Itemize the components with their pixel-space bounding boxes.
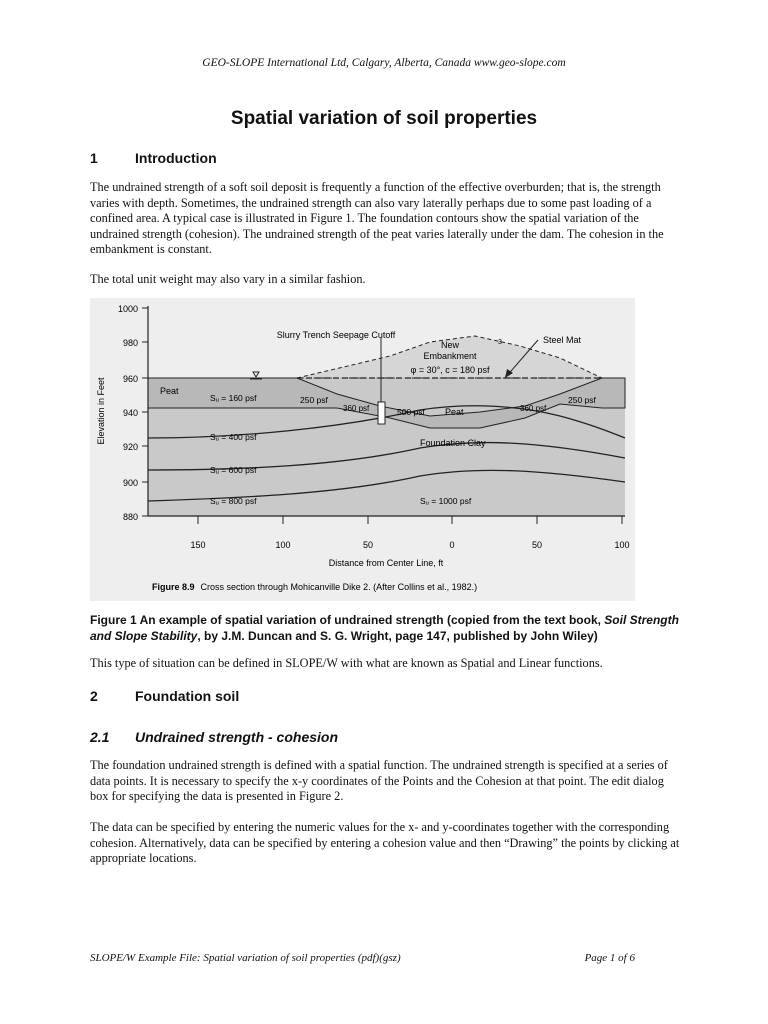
cohesion-label: 250 psf [300, 395, 328, 405]
page-number: Page 1 of 6 [584, 952, 635, 964]
x-tick-label: 100 [275, 540, 291, 550]
steel-mat-label: Steel Mat [543, 335, 582, 345]
cutoff-label: Slurry Trench Seepage Cutoff [276, 330, 396, 340]
footer-file-name: SLOPE/W Example File: Spatial variation of soil properties (pdf)(gsz) [90, 952, 401, 964]
page-title: Spatial variation of soil properties [230, 108, 538, 129]
section-2-1-paragraph-2: The data can be specified by entering the numeric values for the x- and y-coordinates together with the corresponding cohesion. Alternatively, data can be specified by entering a cohesion value and then “Drawing” the points by clicking at appropriate locations. [90, 820, 680, 865]
strength-label: Sᵤ = 400 psf [210, 432, 257, 442]
section-number: 2.1 [90, 729, 110, 745]
section-2-1-heading [90, 729, 338, 745]
figure-caption [90, 612, 680, 644]
intro-paragraph-1: The undrained strength of a soft soil deposit is frequently a function of the effective overburden; that is, the strength varies with depth. Sometimes, the undrained strength can also vary laterally perhaps due to some past loading of a confined area. A typical case is illustrated in Figure 1. The foundation contours show the spatial variation of the undrained strength (cohesion). The undrained strength of the peat varies laterally under the dam. The cohesion in the embankment is constant. [90, 180, 664, 256]
foundation-clay-label: Foundation Clay [420, 438, 486, 448]
peat-label: Peat [445, 407, 464, 417]
y-tick-label: 980 [122, 338, 138, 348]
y-axis-label: Elevation in Feet [96, 377, 106, 445]
strength-label: Sᵤ = 600 psf [210, 465, 257, 475]
section-2-1-paragraph-1: The foundation undrained strength is defined with a spatial function. The undrained strength is specified at a series of data points. It is necessary to specify the x-y coordinates of the Points and the Cohesion at that point. The edit dialog box for specifying the data is presented in Figure 2. [90, 758, 668, 803]
cohesion-label: 360 psf [343, 404, 370, 413]
cross-section-figure [90, 298, 635, 601]
y-tick-label: 920 [122, 442, 138, 452]
caption-prefix: Figure 1 An example of spatial variation of undrained strength (copied from the text book, [90, 613, 605, 627]
x-tick-label: 50 [531, 540, 543, 550]
x-tick-label: 50 [362, 540, 374, 550]
caption-suffix: , by J.M. Duncan and S. G. Wright, page 147, published by John Wiley) [197, 629, 598, 643]
inner-caption-number: Figure 8.9 [152, 582, 195, 592]
y-tick-label: 960 [122, 374, 138, 384]
section-title: Foundation soil [135, 688, 240, 704]
y-tick-label: 940 [122, 408, 138, 418]
section-number: 1 [90, 150, 98, 166]
slope-ratio-label: 3 [498, 339, 502, 346]
embankment-label: Embankment [423, 351, 477, 361]
y-tick-label: 900 [122, 478, 138, 488]
intro-paragraph-2: The total unit weight may also vary in a similar fashion. [90, 272, 366, 286]
strength-label: Sᵤ = 800 psf [210, 496, 257, 506]
y-tick-label: 880 [122, 512, 138, 522]
after-figure-paragraph: This type of situation can be defined in SLOPE/W with what are known as Spatial and Linear functions. [90, 656, 603, 670]
page-header: GEO-SLOPE International Ltd, Calgary, Alberta, Canada www.geo-slope.com [202, 57, 566, 69]
cohesion-label: 360 psf [520, 404, 547, 413]
section-title: Introduction [135, 150, 217, 166]
y-tick-label: 1000 [117, 304, 138, 314]
cohesion-label: 250 psf [568, 395, 596, 405]
embankment-label: New [440, 340, 460, 350]
section-number: 2 [90, 688, 98, 704]
section-title: Undrained strength - cohesion [135, 729, 339, 745]
section-1-heading [90, 150, 217, 166]
embankment-props-label: φ = 30°, c = 180 psf [410, 365, 490, 375]
page-footer [90, 952, 635, 964]
x-tick-label: 150 [190, 540, 206, 550]
cohesion-label: 500 psf [397, 407, 425, 417]
strength-label: Sᵤ = 160 psf [210, 393, 257, 403]
inner-caption-text: Cross section through Mohicanville Dike 2. (After Collins et al., 1982.) [200, 582, 478, 592]
inner-figure-caption [152, 582, 477, 592]
peat-label: Peat [160, 386, 179, 396]
caption-book-title: Soil Strength and Slope Stability [90, 613, 679, 643]
x-axis-label: Distance from Center Line, ft [328, 558, 444, 568]
cross-section-diagram [90, 298, 635, 601]
section-2-heading [90, 688, 239, 704]
x-tick-label: 0 [449, 540, 455, 550]
strength-label: Sᵤ = 1000 psf [420, 496, 472, 506]
x-tick-label: 100 [614, 540, 630, 550]
